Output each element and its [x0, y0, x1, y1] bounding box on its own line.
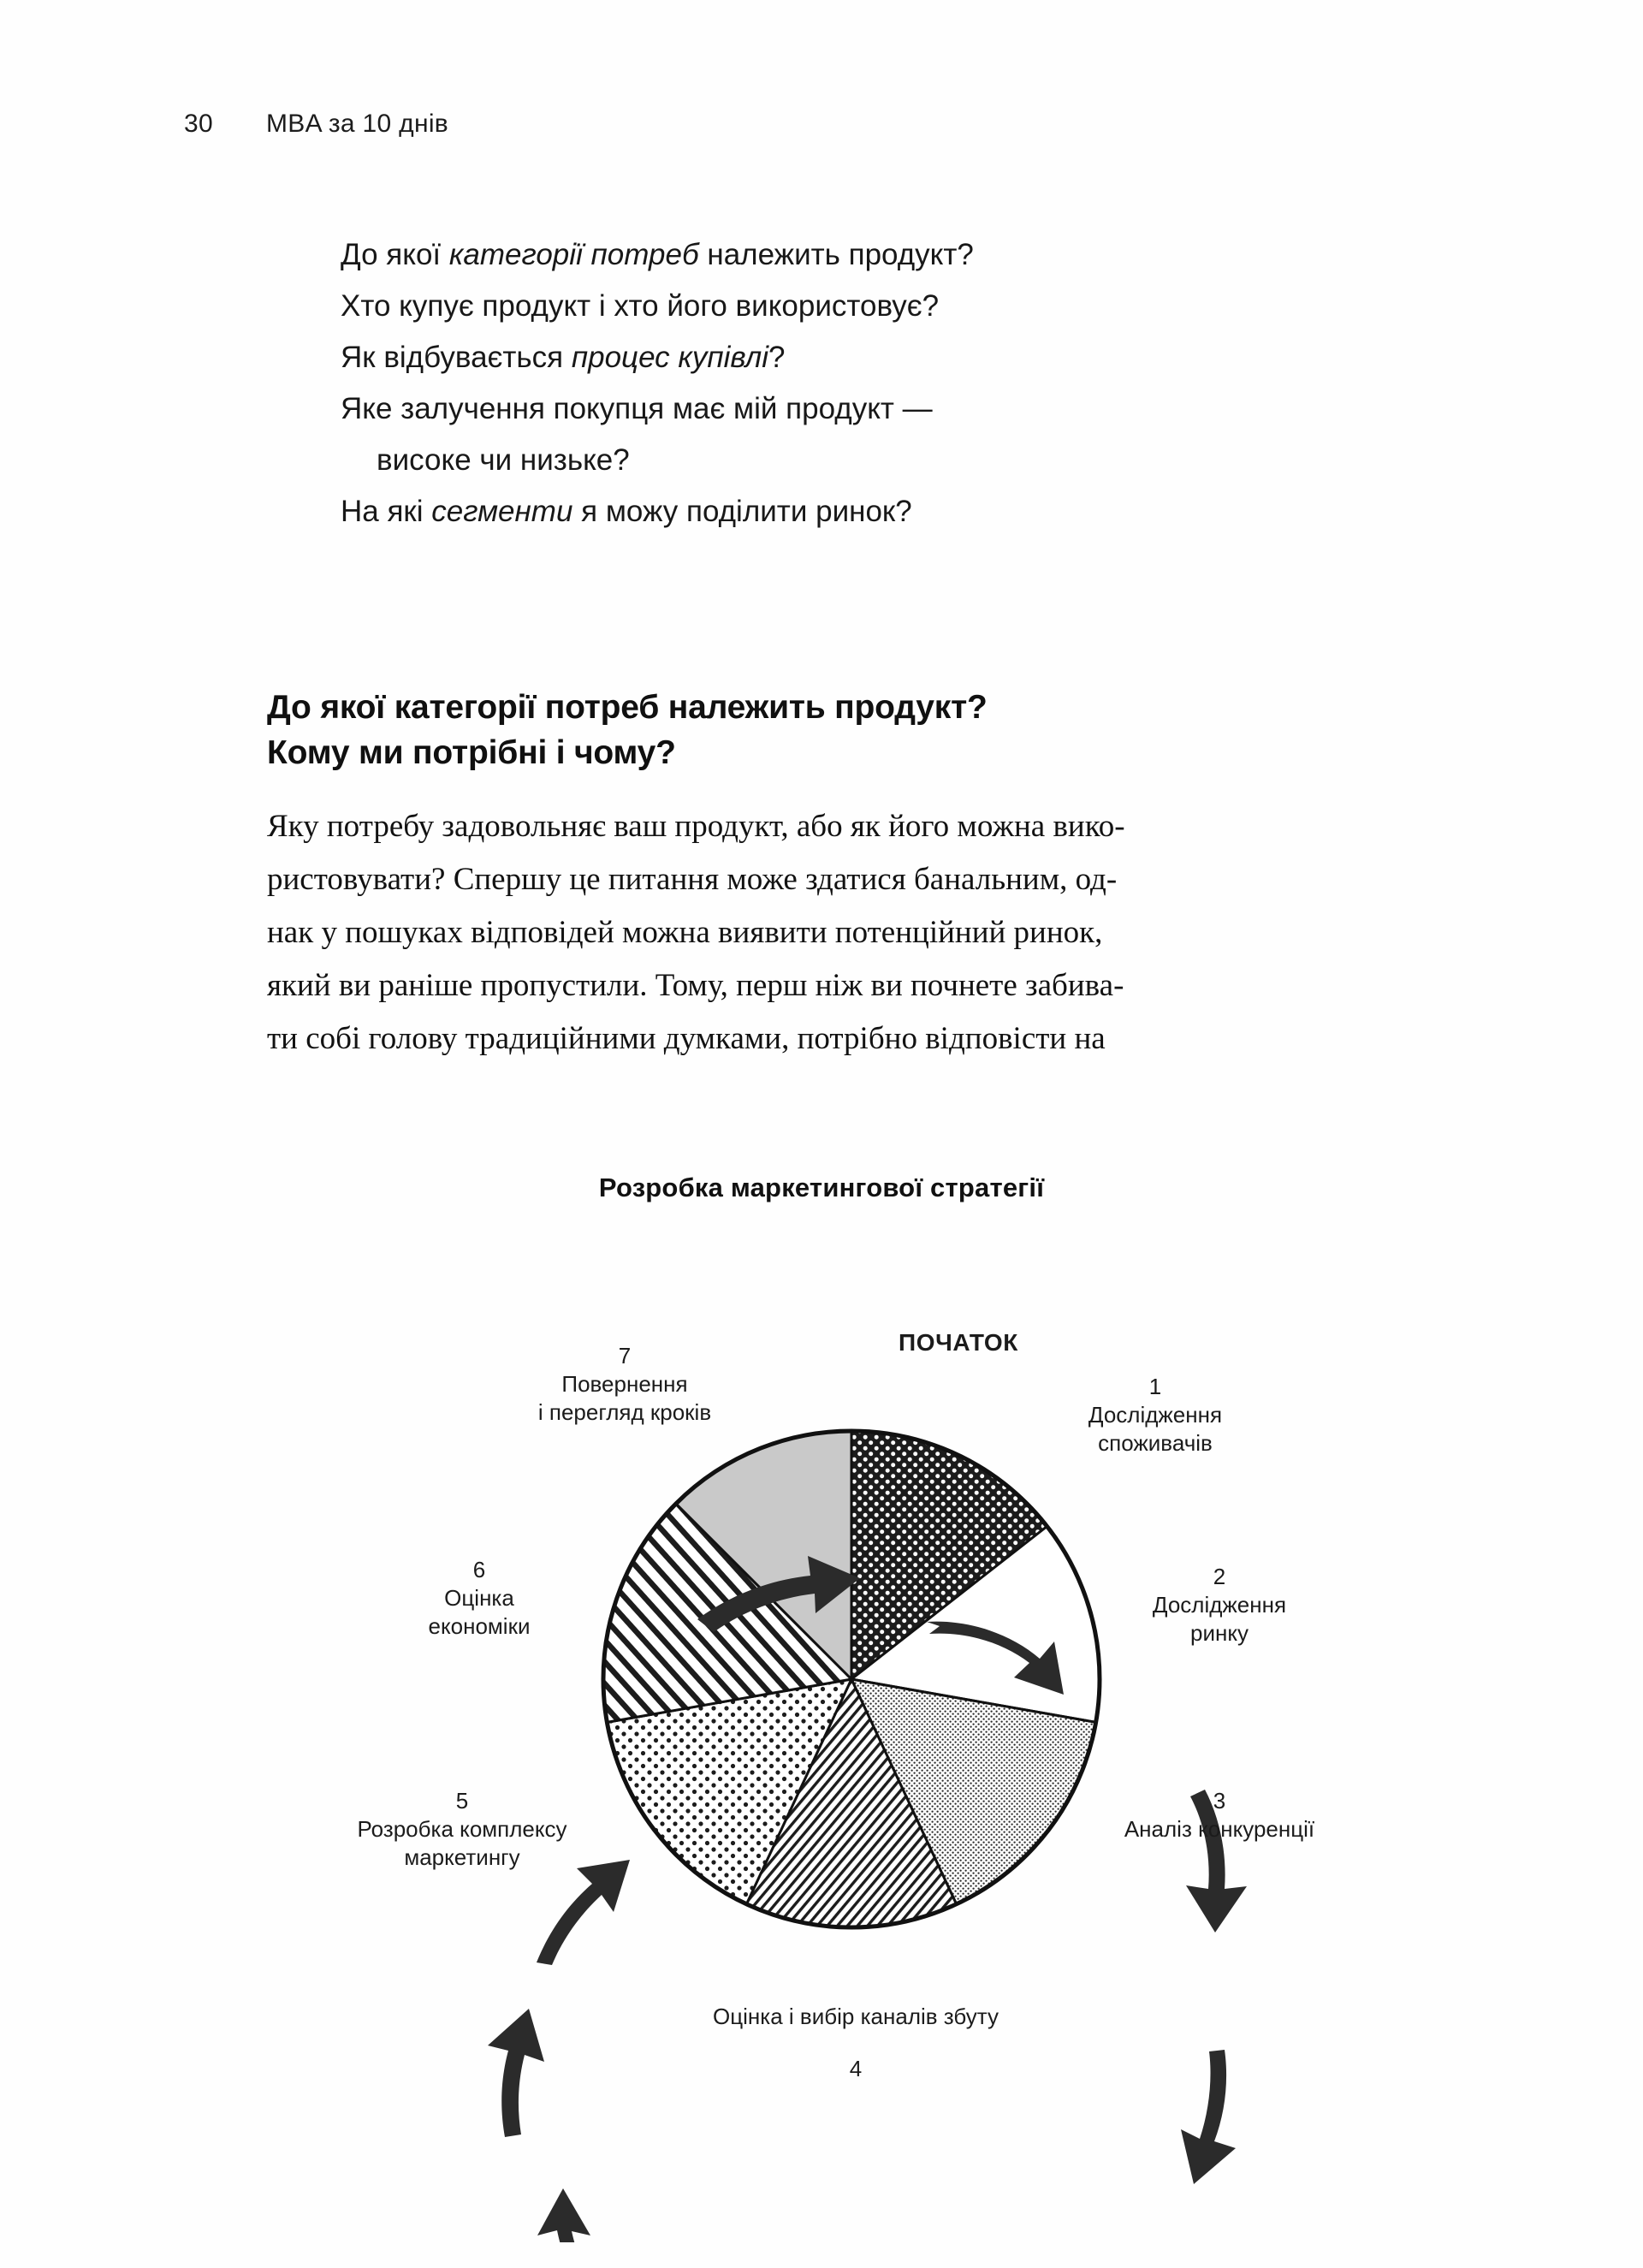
cycle-step-1-number: 1 — [1148, 1374, 1162, 1399]
running-header — [184, 110, 448, 139]
question-text-post: належить продукт? — [698, 238, 974, 271]
cycle-step-5-label-line1: Розробка комплексу — [357, 1816, 567, 1842]
cycle-step-4 — [633, 2003, 1078, 2083]
question-text-emphasis: процес купівлі — [571, 341, 769, 374]
cycle-step-7-number: 7 — [618, 1343, 632, 1369]
question-text-emphasis: сегменти — [431, 495, 573, 528]
page-number: 30 — [184, 110, 213, 138]
question-list — [341, 229, 1350, 537]
cycle-step-5 — [270, 1787, 655, 1872]
paragraph-line: який ви раніше пропустили. Тому, перш ніж ви почнете забива- — [267, 968, 1124, 1003]
cycle-step-7-label-line2: і перегляд кроків — [537, 1399, 712, 1425]
question-text-emphasis: категорії потреб — [448, 238, 699, 271]
paragraph-line: ти собі голову традиційними думками, потрібно відповісти на — [267, 1021, 1106, 1056]
paragraph-line: Яку потребу задовольняє ваш продукт, або як його можна вико- — [267, 809, 1125, 844]
section-heading-line-1: До якої категорії потреб належить продукт? — [267, 689, 988, 726]
paragraph-line: ристовувати? Спершу це питання може здатися банальним, од- — [267, 862, 1118, 897]
paragraph-line: нак у пошуках відповідей можна виявити потенційний ринок, — [267, 915, 1103, 950]
cycle-step-3-number: 3 — [1213, 1788, 1226, 1814]
book-title: MBA за 10 днів — [265, 110, 449, 138]
cycle-step-3-label-line1: Аналіз конкуренції — [1124, 1816, 1315, 1842]
cycle-step-4-label-line1: Оцінка і вибір каналів збуту — [713, 2004, 999, 2029]
cycle-step-3 — [1065, 1787, 1373, 1843]
cycle-arrow-5 — [537, 2188, 606, 2242]
cycle-arrow-2-3 — [1181, 2050, 1236, 2184]
question-text-post: я можу поділити ринок? — [572, 495, 912, 528]
section-heading-line-2: Кому ми потрібні і чому? — [267, 734, 676, 771]
section-heading — [267, 685, 1397, 775]
cycle-step-7 — [454, 1342, 796, 1427]
cycle-step-5-label-line2: маркетингу — [404, 1844, 520, 1870]
question-item — [341, 383, 1350, 435]
cycle-step-2-label-line2: ринку — [1189, 1620, 1249, 1646]
question-item — [341, 332, 1350, 383]
question-text-pre: На які — [341, 495, 432, 528]
cycle-step-4-number: 4 — [849, 2056, 863, 2081]
question-item — [341, 229, 1350, 281]
cycle-step-5-number: 5 — [455, 1788, 469, 1814]
cycle-step-6 — [359, 1556, 599, 1641]
question-text-pre: Хто купує продукт і хто його використовує? — [341, 289, 940, 323]
question-text-pre: Яке залучення покупця має мій продукт — — [341, 392, 933, 425]
cycle-step-1-label-line2: споживачів — [1098, 1430, 1213, 1456]
body-paragraph — [267, 800, 1405, 1066]
cycle-step-1 — [1035, 1373, 1275, 1458]
cycle-step-6-number: 6 — [472, 1557, 486, 1582]
cycle-step-2-label-line1: Дослідження — [1152, 1592, 1287, 1618]
cycle-step-6-label-line1: Оцінка — [444, 1585, 514, 1611]
question-text-post: ? — [768, 341, 786, 374]
cycle-step-7-label-line1: Повернення — [561, 1371, 688, 1397]
marketing-strategy-figure — [0, 1147, 1643, 2242]
cycle-step-6-label-line2: економіки — [428, 1613, 531, 1639]
question-item — [341, 281, 1350, 332]
question-text-pre: Як відбувається — [341, 341, 572, 374]
start-label-text: ПОЧАТОК — [899, 1329, 1018, 1356]
question-text-pre: високе чи низьке? — [377, 443, 630, 477]
cycle-arrow-6-7 — [537, 1860, 630, 1965]
figure-title: Розробка маркетингової стратегії — [598, 1173, 1045, 1202]
cycle-step-2-number: 2 — [1213, 1564, 1226, 1589]
question-item-continuation — [341, 435, 1350, 486]
cycle-step-1-label-line1: Дослідження — [1088, 1402, 1223, 1428]
cycle-arrow-5-6 — [488, 2009, 544, 2137]
diagram-start-label — [856, 1328, 1061, 1357]
question-item — [341, 486, 1350, 537]
question-text-pre: До якої — [341, 238, 449, 271]
cycle-step-2 — [1100, 1563, 1339, 1648]
